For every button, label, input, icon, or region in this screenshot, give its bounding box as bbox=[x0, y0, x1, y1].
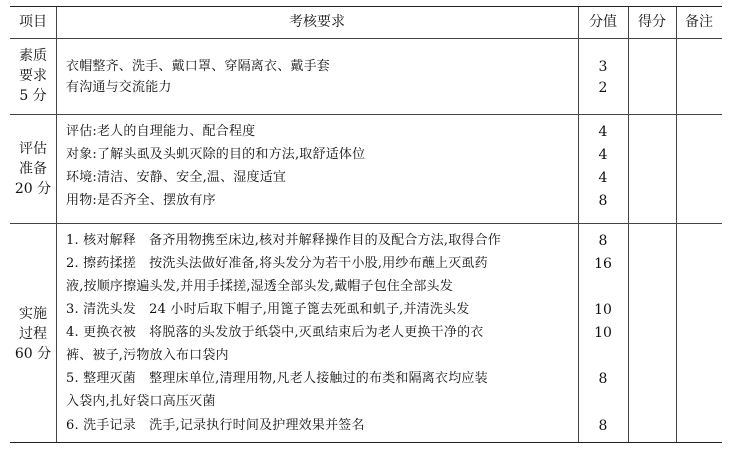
assessment-table bbox=[10, 6, 722, 443]
requirement-line: 5. 整理灭菌 整理床单位,清理用物,凡老人接触过的布类和隔离衣均应装 bbox=[66, 371, 488, 386]
score-value: 4 bbox=[598, 147, 608, 163]
score-value: 2 bbox=[598, 80, 608, 96]
requirement-line: 4. 更换衣被 将脱落的头发放于纸袋中,灭虱结束后为老人更换干净的衣 bbox=[66, 325, 484, 340]
category-quality bbox=[10, 38, 56, 114]
requirement-line: 入袋内,扎好袋口高压灭菌 bbox=[66, 394, 216, 409]
requirement-line: 评估:老人的自理能力、配合程度 bbox=[66, 124, 256, 139]
score-value: 4 bbox=[598, 124, 608, 140]
column-divider-3 bbox=[628, 7, 629, 442]
requirement-line: 对象:了解头虱及头虮灭除的目的和方法,取舒适体位 bbox=[66, 147, 366, 162]
category-line: 20 分 bbox=[14, 180, 52, 197]
category-line: 要求 bbox=[19, 68, 47, 84]
header-score: 分值 bbox=[589, 14, 617, 30]
score-value: 10 bbox=[594, 302, 612, 318]
score-value: 8 bbox=[598, 418, 608, 434]
header-requirement: 考核要求 bbox=[289, 14, 345, 30]
score-value: 8 bbox=[598, 193, 608, 209]
header-item: 项目 bbox=[19, 14, 47, 30]
category-line: 评估 bbox=[19, 140, 47, 157]
section-divider-2 bbox=[10, 223, 722, 224]
requirement-line: 1. 核对解释 备齐用物携至床边,核对并解释操作目的及配合方法,取得合作 bbox=[66, 233, 502, 248]
requirement-line: 6. 洗手记录 洗手,记录执行时间及护理效果并签名 bbox=[66, 418, 365, 433]
category-line: 实施 bbox=[19, 305, 47, 322]
category-line: 5 分 bbox=[19, 88, 47, 104]
header-obtained: 得分 bbox=[638, 14, 666, 30]
requirement-line: 液,按顺序擦遍头发,并用手揉搓,湿透全部头发,戴帽子包住全部头发 bbox=[66, 279, 453, 294]
requirement-line: 环境:清洁、安静、安全,温、湿度适宜 bbox=[66, 170, 287, 185]
requirement-line: 有沟通与交流能力 bbox=[66, 80, 172, 95]
score-value: 8 bbox=[598, 233, 608, 249]
category-line: 过程 bbox=[19, 325, 47, 342]
requirement-line: 用物:是否齐全、摆放有序 bbox=[66, 193, 216, 208]
score-value: 16 bbox=[594, 256, 612, 272]
score-value: 10 bbox=[594, 325, 612, 341]
requirement-line: 3. 清洗头发 24 小时后取下帽子,用篦子篦去死虱和虮子,并清洗头发 bbox=[66, 302, 470, 317]
category-implementation bbox=[10, 223, 56, 444]
section-divider-1 bbox=[10, 114, 722, 115]
header-note: 备注 bbox=[685, 14, 713, 30]
category-line: 素质 bbox=[19, 48, 47, 64]
header-divider bbox=[10, 38, 722, 39]
score-value: 3 bbox=[598, 59, 608, 75]
column-divider-4 bbox=[676, 7, 677, 442]
requirement-line: 2. 擦药揉搓 按洗头法做好准备,将头发分为若干小股,用纱布蘸上灭虱药 bbox=[66, 256, 488, 271]
column-divider-1 bbox=[56, 7, 57, 442]
category-line: 60 分 bbox=[14, 345, 52, 362]
requirement-line: 衣帽整齐、洗手、戴口罩、穿隔离衣、戴手套 bbox=[66, 59, 331, 74]
score-value: 4 bbox=[598, 170, 608, 186]
score-value: 8 bbox=[598, 371, 608, 387]
category-assessment bbox=[10, 114, 56, 223]
category-line: 准备 bbox=[19, 160, 47, 177]
requirement-line: 裤、被子,污物放入布口袋内 bbox=[66, 348, 229, 363]
